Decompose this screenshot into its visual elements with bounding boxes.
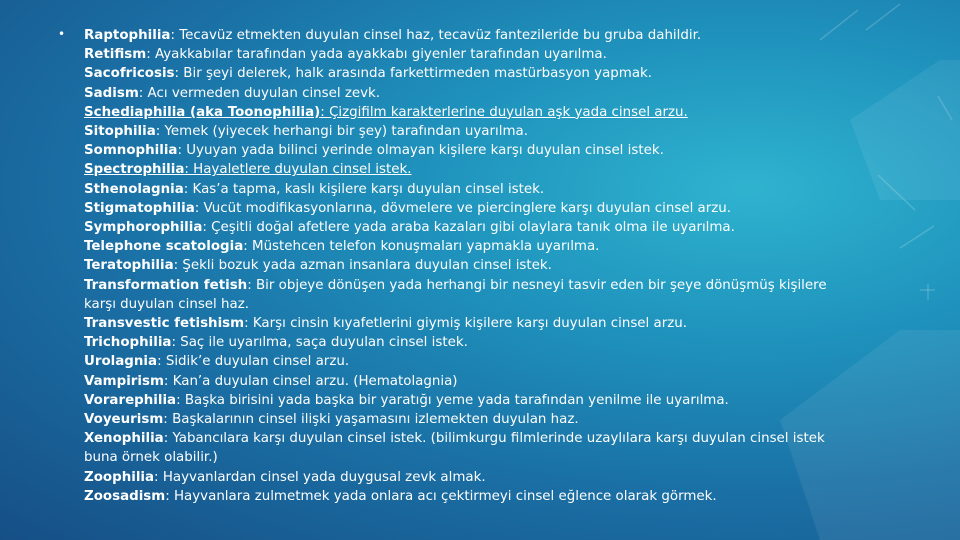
term: Xenophilia (84, 431, 164, 447)
list-item (84, 468, 854, 487)
definition: : Müstehcen telefon konuşmaları yapmakla uyarılma. (243, 239, 600, 255)
definition: : Bir şeyi delerek, halk arasında farkettirmeden mastürbasyon yapmak. (174, 66, 653, 82)
definition: : Hayvanlara zulmetmek yada onlara acı çektirmeyi cinsel eğlence olarak görmek. (165, 488, 717, 504)
definition: : Çizgifilm karakterlerine duyulan aşk yada cinsel arzu. (320, 104, 688, 120)
definition: : Acı vermeden duyulan cinsel zevk. (138, 85, 381, 101)
list-item (84, 122, 854, 141)
list-item (84, 256, 854, 275)
term: Telephone scatologia (84, 239, 244, 255)
term: Stigmatophilia (84, 200, 195, 216)
term: Vampirism (84, 373, 164, 389)
decor-line (900, 226, 934, 248)
definition: : Kan’a duyulan cinsel arzu. (Hematolagnia) (163, 373, 458, 389)
term: Schediaphilia (aka Toonophilia) (84, 104, 321, 120)
definition: : Kas’a tapma, kaslı kişilere karşı duyulan cinsel istek. (183, 181, 545, 197)
term: Sacofricosis (84, 66, 175, 82)
list-item (84, 64, 854, 83)
list-item (84, 218, 854, 237)
definition: : Şekli bozuk yada azman insanlara duyulan cinsel istek. (173, 258, 552, 274)
list-item (84, 372, 854, 391)
list-item (84, 84, 854, 103)
list-item (84, 429, 854, 467)
term: Somnophilia (84, 143, 178, 159)
term: Voyeurism (84, 412, 164, 428)
term: Vorarephilia (84, 392, 177, 408)
list-item (84, 199, 854, 218)
decor-line (866, 4, 900, 30)
definition: : Karşı cinsin kıyafetlerini giymiş kişilere karşı duyulan cinsel arzu. (244, 316, 688, 332)
term: Sitophilia (84, 124, 156, 140)
list-item (84, 141, 854, 160)
definition: : Hayvanlardan cinsel yada duygusal zevk almak. (154, 469, 486, 485)
term: Zoophilia (84, 469, 155, 485)
bullet-icon: • (58, 27, 66, 41)
term: Zoosadism (84, 488, 166, 504)
definition: : Tecavüz etmekten duyulan cinsel haz, tecavüz fantezileride bu gruba dahildir. (170, 28, 702, 43)
hyperlink-entry[interactable] (84, 160, 854, 179)
list-item (84, 352, 854, 371)
list-item (84, 26, 854, 45)
term: Symphorophilia (84, 220, 203, 236)
term: Spectrophilia (84, 162, 185, 178)
definition: : Vucüt modifikasyonlarına, dövmelere ve piercinglere karşı duyulan cinsel arzu. (194, 200, 732, 216)
term: Transvestic fetishism (84, 316, 245, 332)
definition: : Uyuyan yada bilinci yerinde olmayan kişilere karşı duyulan cinsel istek. (177, 143, 664, 159)
term: Transformation fetish (84, 277, 248, 293)
list-item (84, 237, 854, 256)
list-item (84, 410, 854, 429)
hyperlink-entry[interactable] (84, 103, 854, 122)
list-item (84, 391, 854, 410)
list-item (84, 487, 854, 506)
definition: : Başkalarının cinsel ilişki yaşamasını izlemekten duyulan haz. (163, 412, 579, 428)
list-item (84, 276, 854, 314)
definition: : Yabancılara karşı duyulan cinsel istek. (bilimkurgu filmlerinde uzaylılara karşı duyulan cinsel istek buna örnek olabilir.) (84, 431, 825, 466)
definition: : Saç ile uyarılma, saça duyulan cinsel istek. (171, 335, 468, 351)
term: Trichophilia (84, 335, 172, 351)
term: Retifism (84, 47, 147, 63)
term: Sadism (84, 85, 139, 101)
definition: : Sidik’e duyulan cinsel arzu. (157, 354, 350, 370)
list-item (84, 180, 854, 199)
definition: : Başka birisini yada başka bir yaratığı yeme yada tarafından yenilme ile uyarılma. (176, 392, 729, 408)
list-item (84, 45, 854, 64)
term: Raptophilia (84, 28, 171, 43)
list-item (84, 333, 854, 352)
definition: : Hayaletlere duyulan cinsel istek. (184, 162, 412, 178)
definition: : Yemek (yiyecek herhangi bir şey) tarafından uyarılma. (155, 124, 528, 140)
term: Urolagnia (84, 354, 158, 370)
definition: : Çeşitli doğal afetlere yada araba kazaları gibi olaylara tanık olma ile uyarılma. (202, 220, 735, 236)
list-item (84, 314, 854, 333)
definition: : Bir objeye dönüşen yada herhangi bir nesneyi tasvir eden bir şeye dönüşmüş kişilere karşı duyulan cinsel haz. (84, 277, 827, 312)
definition: : Ayakkabılar tarafından yada ayakkabı giyenler tarafından uyarılma. (146, 47, 607, 63)
term: Sthenolagnia (84, 181, 184, 197)
decor-shape (850, 60, 960, 200)
term: Teratophilia (84, 258, 174, 274)
definitions-list (84, 26, 854, 506)
